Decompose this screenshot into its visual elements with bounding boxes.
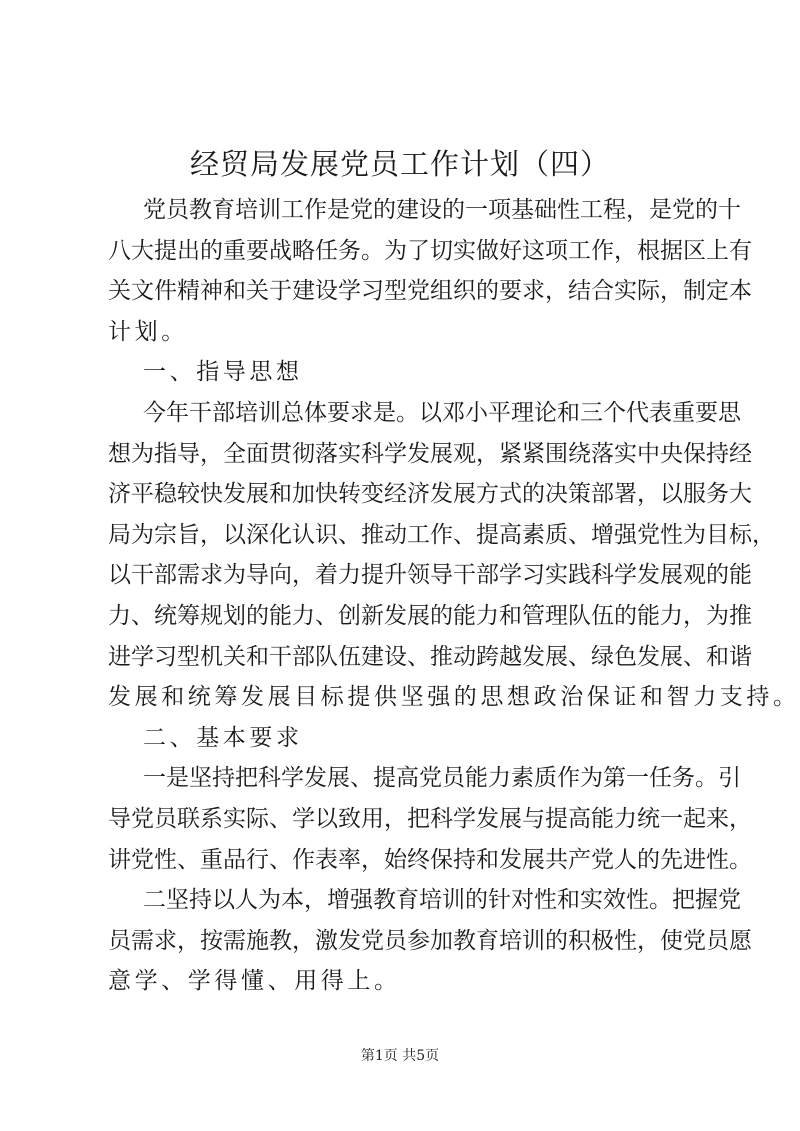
document-title: 经贸局发展党员工作计划（四） — [189, 147, 610, 181]
text-line: 以干部需求为导向，着力提升领导干部学习实践科学发展观的能 — [108, 562, 752, 589]
text-line: 局为宗旨，以深化认识、推动工作、提高素质、增强党性为目标， — [108, 521, 775, 548]
text-line: 员需求，按需施教，激发党员参加教育培训的积极性，使党员愿 — [108, 927, 752, 954]
text-line: 发展和统筹发展目标提供坚强的思想政治保证和智力支持。 — [108, 684, 800, 711]
text-line: 一是坚持把科学发展、提高党员能力素质作为第一任务。引 — [143, 765, 741, 792]
page-footer: 第1页 共5页 — [360, 1048, 440, 1064]
text-line: 力、统筹规划的能力、创新发展的能力和管理队伍的能力，为推 — [108, 603, 752, 629]
text-line: 讲党性、重品行、作表率，始终保持和发展共产党人的先进性。 — [108, 846, 752, 873]
text-line: 导党员联系实际、学以致用，把科学发展与提高能力统一起来， — [108, 806, 752, 832]
text-line: 济平稳较快发展和加快转变经济发展方式的决策部署，以服务大 — [108, 481, 752, 508]
text-line: 今年干部培训总体要求是。以邓小平理论和三个代表重要思 — [143, 400, 741, 426]
text-line: 八大提出的重要战略任务。为了切实做好这项工作，根据区上有 — [108, 237, 752, 264]
text-line: 关文件精神和关于建设学习型党组织的要求，结合实际，制定本 — [108, 278, 752, 305]
text-line: 二、基本要求 — [143, 724, 303, 751]
text-line: 计划。 — [108, 318, 188, 345]
text-line: 进学习型机关和干部队伍建设、推动跨越发展、绿色发展、和谐 — [108, 643, 752, 670]
text-line: 一、指导思想 — [143, 359, 303, 386]
text-line: 二坚持以人为本，增强教育培训的针对性和实效性。把握党 — [143, 887, 741, 914]
text-line: 意学、学得懂、用得上。 — [108, 968, 401, 995]
text-line: 想为指导，全面贯彻落实科学发展观，紧紧围绕落实中央保持经 — [108, 440, 752, 467]
text-line: 党员教育培训工作是党的建设的一项基础性工程，是党的十 — [143, 197, 741, 223]
